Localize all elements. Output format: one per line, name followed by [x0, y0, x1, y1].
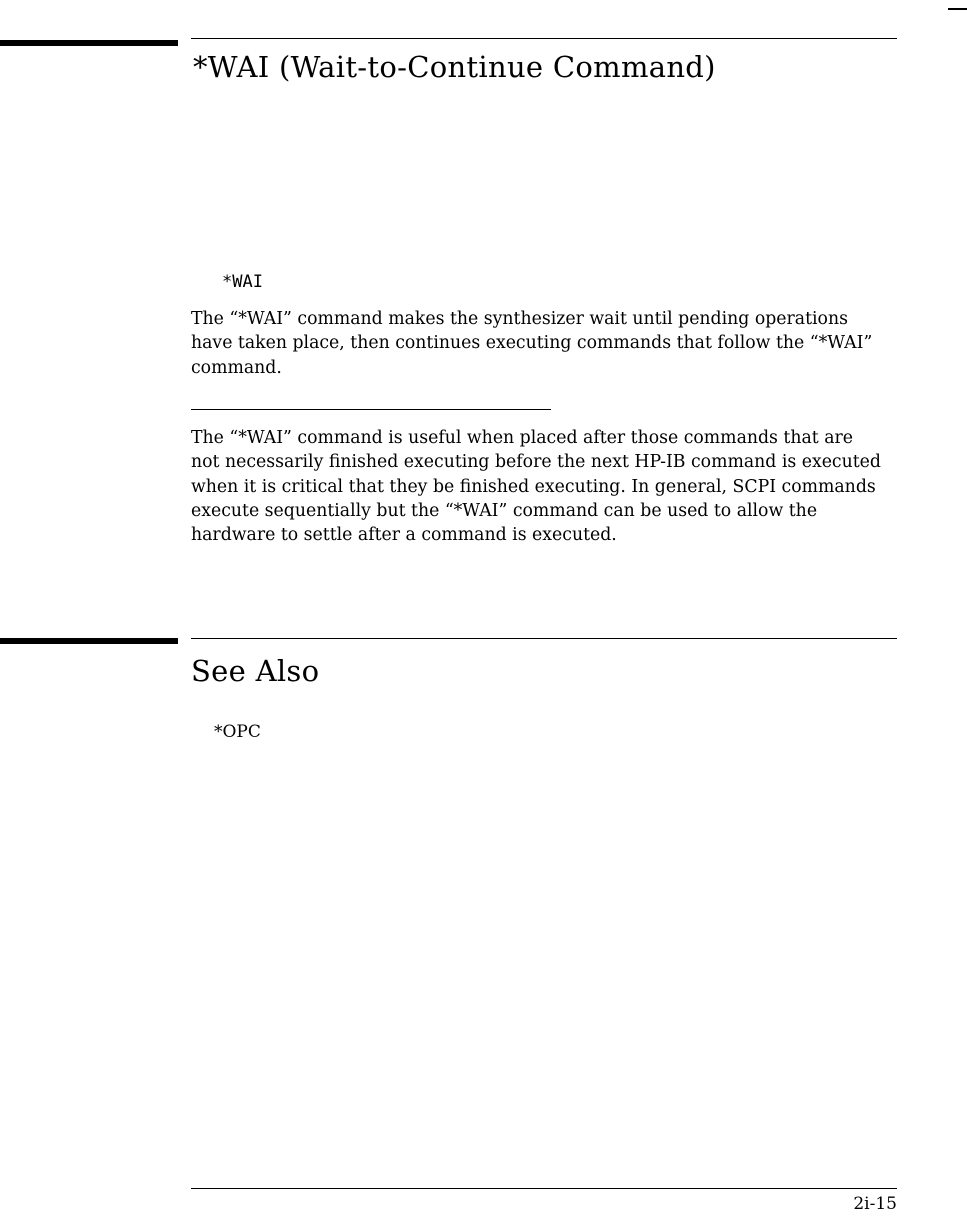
- section-bar: [0, 40, 178, 46]
- section-title: *WAI (Wait-to-Continue Command): [193, 50, 716, 84]
- page-number: 2i-15: [853, 1194, 897, 1214]
- note-paragraph: [191, 426, 911, 547]
- note-line: hardware to settle after a command is executed.: [191, 525, 617, 546]
- see-also-link[interactable]: *OPC: [214, 722, 261, 742]
- corner-mark: [948, 8, 967, 10]
- description-paragraph: [191, 307, 911, 380]
- section-rule: [191, 38, 897, 39]
- description-line: The “*WAI” command makes the synthesizer wait until pending operations: [191, 309, 848, 329]
- description-line: have taken place, then continues executing commands that follow the “*WAI”: [191, 333, 873, 354]
- see-also-title: See Also: [191, 654, 320, 688]
- footer-rule: [191, 1188, 897, 1189]
- subsection-rule: [191, 409, 551, 410]
- section-bar: [0, 638, 178, 644]
- note-line: not necessarily finished executing before the next HP-IB command is executed: [191, 452, 881, 473]
- note-line: when it is critical that they be finished executing. In general, SCPI commands: [191, 476, 876, 497]
- note-line: execute sequentially but the “*WAI” command can be used to allow the: [191, 500, 818, 521]
- command-syntax: *WAI: [222, 272, 263, 292]
- note-line: The “*WAI” command is useful when placed after those commands that are: [191, 428, 854, 448]
- section-rule: [191, 638, 897, 639]
- description-line: command.: [191, 357, 282, 378]
